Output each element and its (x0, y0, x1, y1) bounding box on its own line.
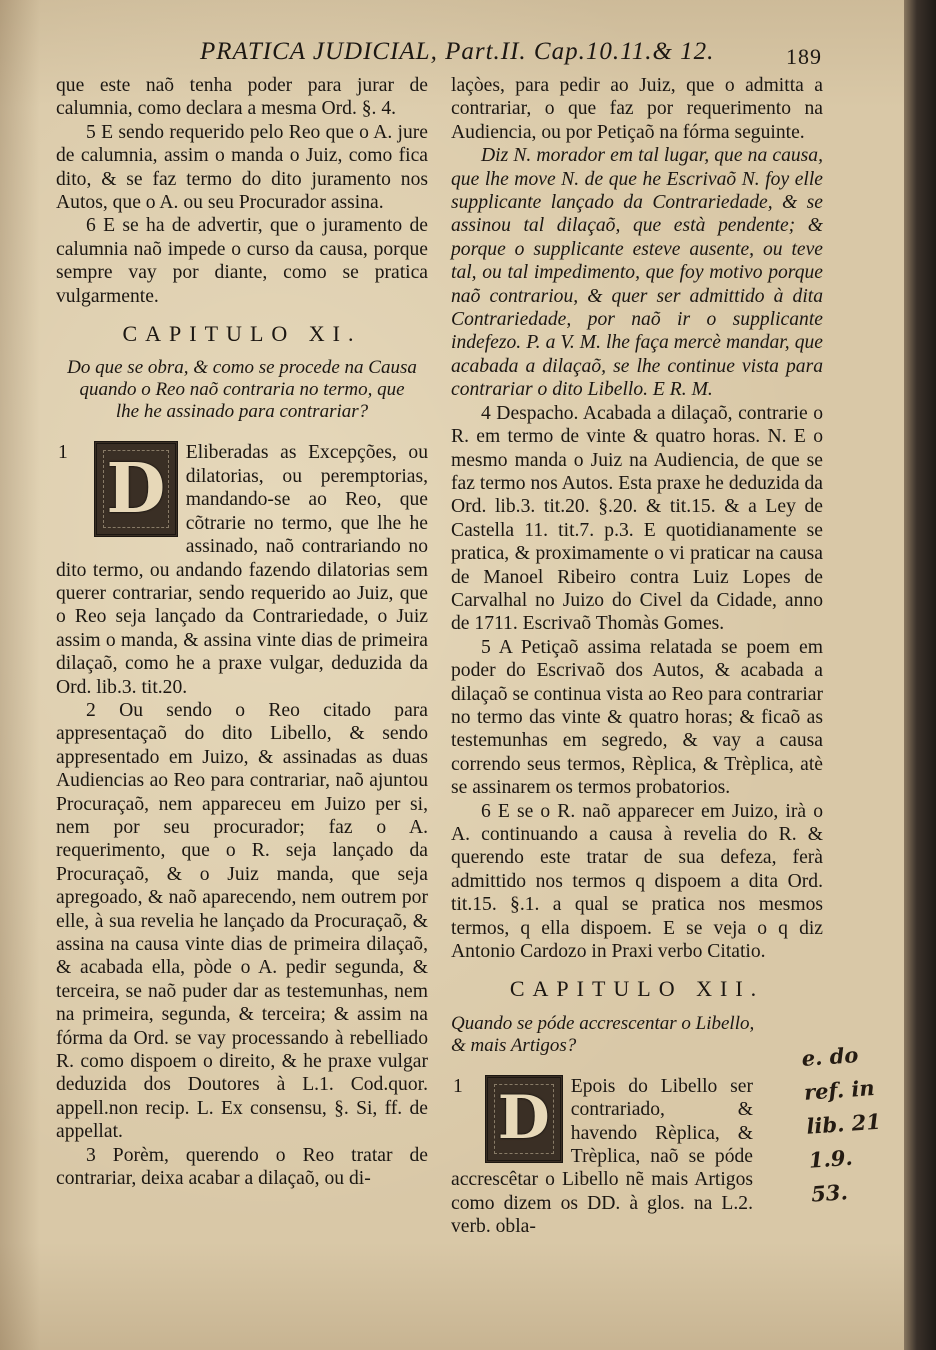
drop-cap-paragraph (56, 441, 428, 698)
paragraph: 2 Ou sendo o Reo citado para appresentaçaõ do dito Libello, & sendo appresentado em Juizo, & assinadas as duas Audiencias ao Reo para contrariar, naõ ajuntou Procuraçaõ, nem appareceu em Juizo per si, nem por seu procurador; faz o A. requerimento, que o R. seja lançado da Procuraçaõ, & o Juiz manda, que seja apregoado, & naõ aparecendo, nem outrem por elle, à sua revelia he lançado da Procuraçaõ, & assina na causa vinte dias de primeira dilaçaõ, & acabada ella, pòde o A. pedir segunda, & terceira, se naõ puder dar as testemunhas, nem na primeira, segunda, & terceira; & assim na fórma da Ord. se vay processando à rebelliado R. como dispoem o direito, & he praxe vulgar deduzida dos Doutores à L.1. Cod.quor. appell.non recip. L. Ex consensu, §. Si, ff. de appellat. (56, 699, 428, 1143)
running-title: PRATICA JUDICIAL, Part.II. Cap.10.11.& 12. (200, 38, 715, 65)
margin-note-line: 53. (810, 1179, 849, 1207)
margin-note-line: lib. 21 (805, 1108, 882, 1139)
paragraph: laçòes, para pedir ao Juiz, que o admitta a contrariar, o que faz por requerimento na Audiencia, ou por Petiçaõ na fórma seguinte. (451, 75, 823, 143)
paragraph: Epois do Libello ser contrariado, & havendo Rèplica, & Trèplica, naõ se póde accrescêtar o Libello nẽ mais Artigos como dizem os DD. à glos. na L.2. verb. obla- (451, 1075, 753, 1238)
paragraph: 5 A Petiçaõ assima relatada se poem em poder do Escrivaõ dos Autos, & acabada a dilaçaõ se continua vista ao Reo para contrariar no termo das vinte & quatro horas; & ficaõ as testemunhas em segredo, & vay a causa correndo seus termos, Rèplica, & Trèplica, atè se assinarem os termos probatorios. (451, 636, 823, 799)
margin-note-line: ref. in (803, 1075, 876, 1105)
right-column (451, 74, 823, 1239)
paragraph: 5 E sendo requerido pelo Reo que o A. jure de calumnia, assim o manda o Juiz, como fica dito, & se faz termo do dito juramento nos Autos, que o A. ou seu Procurador assina. (56, 121, 428, 214)
page-number: 189 (786, 44, 822, 69)
drop-cap-ornament (485, 1075, 563, 1163)
paragraph: 4 Despacho. Acabada a dilaçaõ, contrarie o R. em termo de vinte & quatro horas. N. E o mesmo manda o Juiz na Audiencia, de que se faz termo nos Autos. Esta praxe he deduzida da Ord. lib.3. tit.20. §.20. & tit.15. & a Ley de Castella 11. tit.7. p.3. E quotidianamente se pratica, & proximamente o vi praticar na causa de Manoel Ribeiro contra Luiz Lopes de Carvalhal no Juizo do Civel da Cidade, anno de 1711. Escrivaõ Thomàs Gomes. (451, 402, 823, 635)
drop-cap-ornament (94, 441, 178, 537)
paragraph: Eliberadas as Excepções, ou dilatorias, ou peremptorias, mandando-se ao Reo, que cõtrarie no termo, que lhe he assinado, naõ contrariando no dito termo, ou andando fazendo dilatorias sem querer contrariar, sendo requerido ao Juiz, que o Reo seja lançado da Contrariedade, o Juiz assim o manda, & assina vinte dias de primeira dilaçaõ, como he a praxe vulgar, deduzida da Ord. lib.3. tit.20. (56, 442, 428, 698)
running-header (150, 34, 850, 74)
paragraph: que este naõ tenha poder para jurar de calumnia, como declara a mesma Ord. §. 4. (56, 75, 428, 120)
paragraph: 6 E se o R. naõ apparecer em Juizo, irà o A. continuando a causa à revelia do R. & querendo este tratar de sua defeza, ferà admittido nos termos q dispoem a dita Ord. tit.15. §.1. a qual se pratica nos mesmos termos, q ella dispoem. E se veja o q diz Antonio Cardozo in Praxi verbo Citatio. (451, 800, 823, 963)
left-column (56, 74, 428, 1190)
chapter-heading: CAPITULO XII. (509, 976, 765, 1002)
paragraph-number: 1 (58, 442, 68, 464)
chapter-heading: CAPITULO XI. (122, 321, 362, 347)
petition-text: Diz N. morador em tal lugar, que na causa, que lhe move N. de que he Escrivaõ N. foy elle supplicante lançado da Contrariedade, & se assinou tal dilaçaõ, que està pendente; & porque o supplicante esteve ausente, ou teve tal, ou tal impedimento, que foy motivo porque naõ contrariou, & quer ser admittido à dita Contrariedade, por naõ ir o supplicante indefezo. P. a V. M. lhe faça mercè mandar, que acabada a dilaçaõ, se lhe continue vista para contrariar o dito Libello. E R. M. (451, 145, 823, 401)
drop-cap-letter: D (497, 1083, 550, 1154)
drop-cap-letter: D (106, 448, 166, 529)
paragraph-number: 1 (453, 1075, 463, 1097)
chapter-subtitle: Do que se obra, & como se procede na Causa quando o Reo naõ contraria no termo, que lhe he assinado para contrariar? (67, 357, 417, 423)
paragraph: 3 Porèm, querendo o Reo tratar de contrariar, deixa acabar a dilaçaõ, ou di- (56, 1144, 428, 1190)
drop-cap-paragraph (451, 1075, 823, 1239)
margin-note-line: 1.9. (807, 1144, 854, 1173)
margin-note-line: e. do (800, 1042, 860, 1071)
paragraph: 6 E se ha de advertir, que o juramento de calumnia naõ impede o curso da causa, porque sempre vay por diante, como se pratica vulgarmente. (56, 215, 428, 307)
chapter-subtitle: Quando se póde accrescentar o Libello, & mais Artigos? (451, 1012, 755, 1056)
book-edge (904, 0, 936, 1350)
